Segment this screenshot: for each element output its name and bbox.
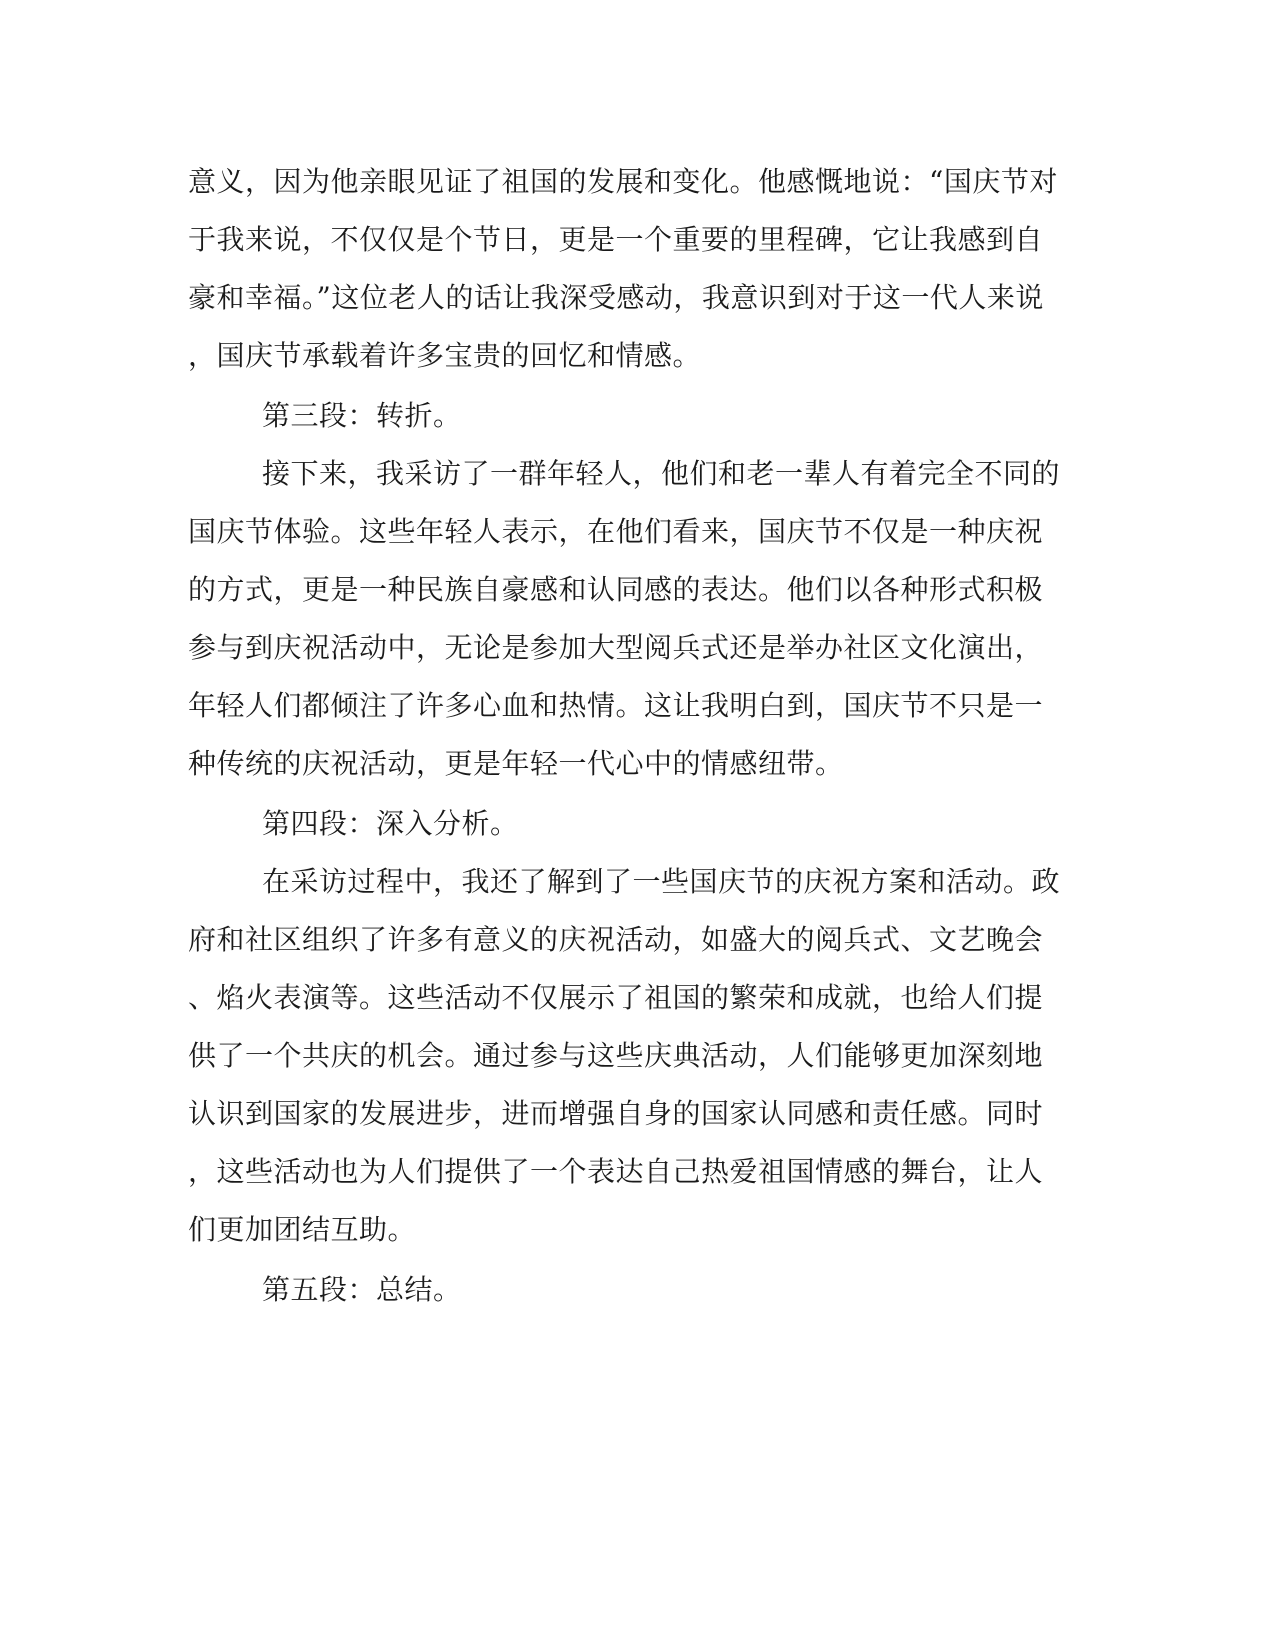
section-heading: 第四段：深入分析。: [262, 807, 519, 840]
section-heading: 第三段：转折。: [262, 399, 462, 432]
text-line: 意义，因为他亲眼见证了祖国的发展和变化。他感慨地说：“国庆节对: [188, 165, 1058, 198]
text-line: 参与到庆祝活动中，无论是参加大型阅兵式还是举办社区文化演出，: [188, 631, 1044, 664]
text-line: 于我来说，不仅仅是个节日，更是一个重要的里程碑，它让我感到自: [188, 223, 1044, 256]
text-line: 年轻人们都倾注了许多心血和热情。这让我明白到，国庆节不只是一: [188, 689, 1044, 722]
text-line: ，国庆节承载着许多宝贵的回忆和情感。: [188, 339, 702, 372]
text-line: 府和社区组织了许多有意义的庆祝活动，如盛大的阅兵式、文艺晚会: [188, 923, 1044, 956]
text-line: 种传统的庆祝活动，更是年轻一代心中的情感纽带。: [188, 747, 844, 780]
text-line: 豪和幸福。”这位老人的话让我深受感动，我意识到对于这一代人来说: [188, 281, 1044, 314]
text-line: 在采访过程中，我还了解到了一些国庆节的庆祝方案和活动。政: [262, 865, 1061, 898]
text-line: 们更加团结互助。: [188, 1213, 417, 1246]
text-line: 、焰火表演等。这些活动不仅展示了祖国的繁荣和成就，也给人们提: [188, 981, 1044, 1014]
text-line: 国庆节体验。这些年轻人表示，在他们看来，国庆节不仅是一种庆祝: [188, 515, 1044, 548]
text-line: 接下来，我采访了一群年轻人，他们和老一辈人有着完全不同的: [262, 457, 1061, 490]
text-line: 认识到国家的发展进步，进而增强自身的国家认同感和责任感。同时: [188, 1097, 1044, 1130]
text-line: ，这些活动也为人们提供了一个表达自己热爱祖国情感的舞台，让人: [188, 1155, 1044, 1188]
text-line: 的方式，更是一种民族自豪感和认同感的表达。他们以各种形式积极: [188, 573, 1044, 606]
text-line: 供了一个共庆的机会。通过参与这些庆典活动，人们能够更加深刻地: [188, 1039, 1044, 1072]
section-heading: 第五段：总结。: [262, 1273, 462, 1306]
